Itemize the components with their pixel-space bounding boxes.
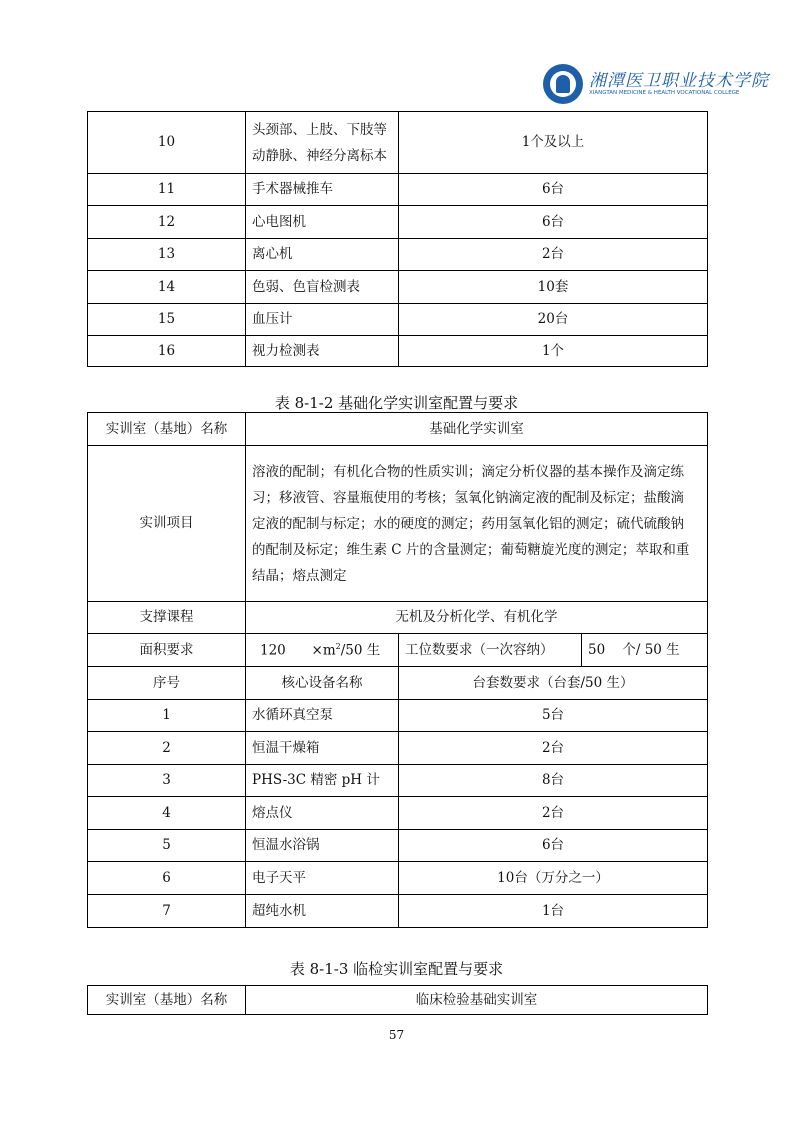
table-row [88,304,708,336]
equipment-name: 熔点仪 [246,797,399,830]
row-number: 7 [88,895,246,928]
equipment-qty: 8台 [399,765,708,797]
table-row [88,797,708,830]
table-row [88,112,708,174]
row-number: 12 [88,206,246,239]
equipment-name: 视力检测表 [246,336,399,367]
equipment-name: 电子天平 [246,862,399,895]
equipment-name: PHS-3C 精密 pH 计 [246,765,399,797]
table-row [88,206,708,239]
equipment-qty: 1个及以上 [399,112,708,174]
equipment-qty: 6台 [399,206,708,239]
school-emblem-icon [543,64,583,104]
table-row [88,765,708,797]
page-number: 57 [388,1028,405,1042]
equipment-name: 超纯水机 [246,895,399,928]
row-number: 1 [88,700,246,732]
row-number: 13 [88,239,246,271]
equipment-qty: 10套 [399,271,708,304]
school-name: 湘潭医卫职业技术学院 [589,71,769,91]
table-row [88,239,708,271]
row-number: 14 [88,271,246,304]
table-row [88,174,708,206]
table-row [88,271,708,304]
equipment-name: 恒温干燥箱 [246,732,399,765]
row-number: 2 [88,732,246,765]
equipment-name: 水循环真空泵 [246,700,399,732]
equipment-qty: 2台 [399,239,708,271]
area-label: 面积要求 [88,634,246,667]
column-header-row [88,667,708,700]
table-row [88,862,708,895]
school-name-en: XIANGTAN MEDICINE & HEALTH VOCATIONAL COLLEGE [589,90,740,96]
project-content: 溶液的配制；有机化合物的性质实训；滴定分析仪器的基本操作及滴定练 习；移液管、容量瓶使用的考核；氢氧化钠滴定液的配制及标定；盐酸滴 定液的配制与标定；水的硬度的测定；药用氢氧化铝的测定；硫代硫酸钠 的配制及标定；维生素 C 片的含量测定；葡萄糖旋光度的测定；萃取和重 结晶；熔点测定 [246,446,708,602]
course-row [88,602,708,634]
equipment-qty: 1台 [399,895,708,928]
equipment-name: 心电图机 [246,206,399,239]
table-row [88,700,708,732]
equipment-table-continued [87,111,708,367]
equipment-qty: 1个 [399,336,708,367]
equipment-name: 恒温水浴锅 [246,830,399,862]
equipment-name: 手术器械推车 [246,174,399,206]
equipment-qty: 6台 [399,174,708,206]
room-name-row [88,413,708,446]
equipment-qty: 5台 [399,700,708,732]
school-logo [543,64,769,104]
equipment-qty: 6台 [399,830,708,862]
table-caption: 表 8-1-2 基础化学实训室配置与要求 [274,394,519,412]
row-number: 5 [88,830,246,862]
row-number: 15 [88,304,246,336]
room-label: 实训室（基地）名称 [88,986,246,1015]
row-number: 6 [88,862,246,895]
project-label: 实训项目 [88,446,246,602]
equipment-qty: 2台 [399,732,708,765]
project-row [88,446,708,602]
table-row [88,895,708,928]
area-value: 120 $\times m^2/50$ 生 [246,634,399,667]
row-number: 11 [88,174,246,206]
row-number: 4 [88,797,246,830]
equipment-name: 头颈部、上肢、下肢等 动静脉、神经分离标本 [246,112,399,174]
area-row [88,634,708,667]
row-number: 16 [88,336,246,367]
room-value: 临床检验基础实训室 [246,986,708,1015]
equipment-name: 色弱、色盲检测表 [246,271,399,304]
clinical-lab-table [87,985,708,1015]
chemistry-lab-table [87,412,708,928]
equipment-qty: 20台 [399,304,708,336]
course-label: 支撑课程 [88,602,246,634]
equipment-qty: 10台（万分之一） [399,862,708,895]
equipment-qty: 2台 [399,797,708,830]
room-name-row [88,986,708,1015]
equipment-name: 血压计 [246,304,399,336]
equipment-name: 离心机 [246,239,399,271]
table-row [88,830,708,862]
table-row [88,336,708,367]
row-number: 3 [88,765,246,797]
row-number: 10 [88,112,246,174]
room-label: 实训室（基地）名称 [88,413,246,446]
station-value: 50 个/ 50 生 [582,634,708,667]
col-header-name: 核心设备名称 [246,667,399,700]
table-caption: 表 8-1-3 临检实训室配置与要求 [289,960,504,978]
course-value: 无机及分析化学、有机化学 [246,602,708,634]
col-header-no: 序号 [88,667,246,700]
table-row [88,732,708,765]
col-header-qty: 台套数要求（台套/50 生） [399,667,708,700]
room-value: 基础化学实训室 [246,413,708,446]
station-label: 工位数要求（一次容纳） [399,634,582,667]
